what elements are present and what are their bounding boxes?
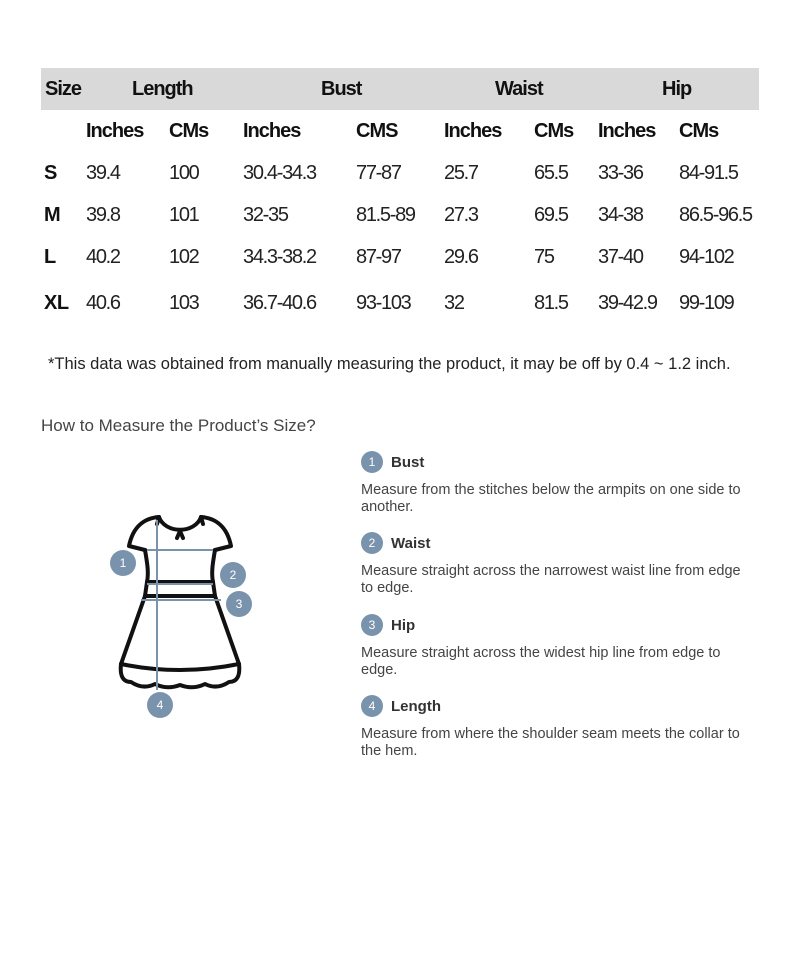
table-cell: 34-38	[598, 204, 643, 226]
diagram-badge-hip: 3	[226, 591, 252, 617]
subheader-waist-inches: Inches	[444, 120, 502, 142]
table-cell: 84-91.5	[679, 162, 738, 184]
table-cell: 34.3-38.2	[243, 246, 316, 268]
diagram-badge-length: 4	[147, 692, 173, 718]
header-hip: Hip	[662, 78, 692, 100]
table-cell: 39.4	[86, 162, 120, 184]
table-cell: 103	[169, 292, 199, 314]
subheader-hip-cms: CMs	[679, 120, 719, 142]
table-cell: 101	[169, 204, 199, 226]
measurement-disclaimer: *This data was obtained from manually measuring the product, it may be off by 0.4 ~ 1.2 inch.	[48, 355, 731, 373]
step-badge-waist: 2	[361, 532, 383, 554]
size-label: M	[44, 204, 61, 226]
header-length: Length	[132, 78, 193, 100]
table-cell: 99-109	[679, 292, 734, 314]
diagram-badge-bust: 1	[110, 550, 136, 576]
size-label: XL	[44, 292, 69, 314]
header-waist: Waist	[495, 78, 543, 100]
step-desc-bust: Measure from the stitches below the armpits on one side to another.	[361, 482, 741, 515]
subheader-bust-inches: Inches	[243, 120, 301, 142]
table-cell: 40.6	[86, 292, 120, 314]
size-label: L	[44, 246, 56, 268]
step-title-waist: Waist	[391, 535, 431, 552]
table-cell: 102	[169, 246, 199, 268]
table-cell: 33-36	[598, 162, 643, 184]
table-cell: 27.3	[444, 204, 478, 226]
step-title-hip: Hip	[391, 617, 416, 634]
header-bust: Bust	[321, 78, 362, 100]
table-cell: 93-103	[356, 292, 411, 314]
table-cell: 40.2	[86, 246, 120, 268]
step-badge-length: 4	[361, 695, 383, 717]
table-cell: 32	[444, 292, 464, 314]
measure-lines	[141, 520, 221, 690]
subheader-length-inches: Inches	[86, 120, 144, 142]
table-cell: 77-87	[356, 162, 401, 184]
table-cell: 94-102	[679, 246, 734, 268]
table-cell: 87-97	[356, 246, 401, 268]
table-cell: 32-35	[243, 204, 288, 226]
table-cell: 86.5-96.5	[679, 204, 752, 226]
table-cell: 81.5-89	[356, 204, 415, 226]
table-cell: 37-40	[598, 246, 643, 268]
step-title-bust: Bust	[391, 454, 425, 471]
header-size: Size	[45, 78, 82, 100]
subheader-length-cms: CMs	[169, 120, 209, 142]
step-badge-hip: 3	[361, 614, 383, 636]
size-label: S	[44, 162, 57, 184]
table-cell: 100	[169, 162, 199, 184]
table-cell: 75	[534, 246, 554, 268]
step-desc-length: Measure from where the shoulder seam meets the collar to the hem.	[361, 726, 740, 759]
subheader-bust-cms: CMS	[356, 120, 398, 142]
table-cell: 39.8	[86, 204, 120, 226]
table-cell: 29.6	[444, 246, 478, 268]
step-desc-waist: Measure straight across the narrowest waist line from edge to edge.	[361, 563, 741, 596]
step-badge-bust: 1	[361, 451, 383, 473]
step-desc-hip: Measure straight across the widest hip line from edge to edge.	[361, 645, 721, 678]
how-to-measure-title: How to Measure the Product’s Size?	[41, 416, 316, 435]
table-cell: 81.5	[534, 292, 568, 314]
subheader-hip-inches: Inches	[598, 120, 656, 142]
table-cell: 36.7-40.6	[243, 292, 316, 314]
table-cell: 25.7	[444, 162, 478, 184]
table-cell: 39-42.9	[598, 292, 657, 314]
subheader-waist-cms: CMs	[534, 120, 574, 142]
diagram-badge-waist: 2	[220, 562, 246, 588]
dress-outline	[121, 517, 240, 687]
step-title-length: Length	[391, 698, 441, 715]
table-cell: 65.5	[534, 162, 568, 184]
table-cell: 30.4-34.3	[243, 162, 316, 184]
table-cell: 69.5	[534, 204, 568, 226]
